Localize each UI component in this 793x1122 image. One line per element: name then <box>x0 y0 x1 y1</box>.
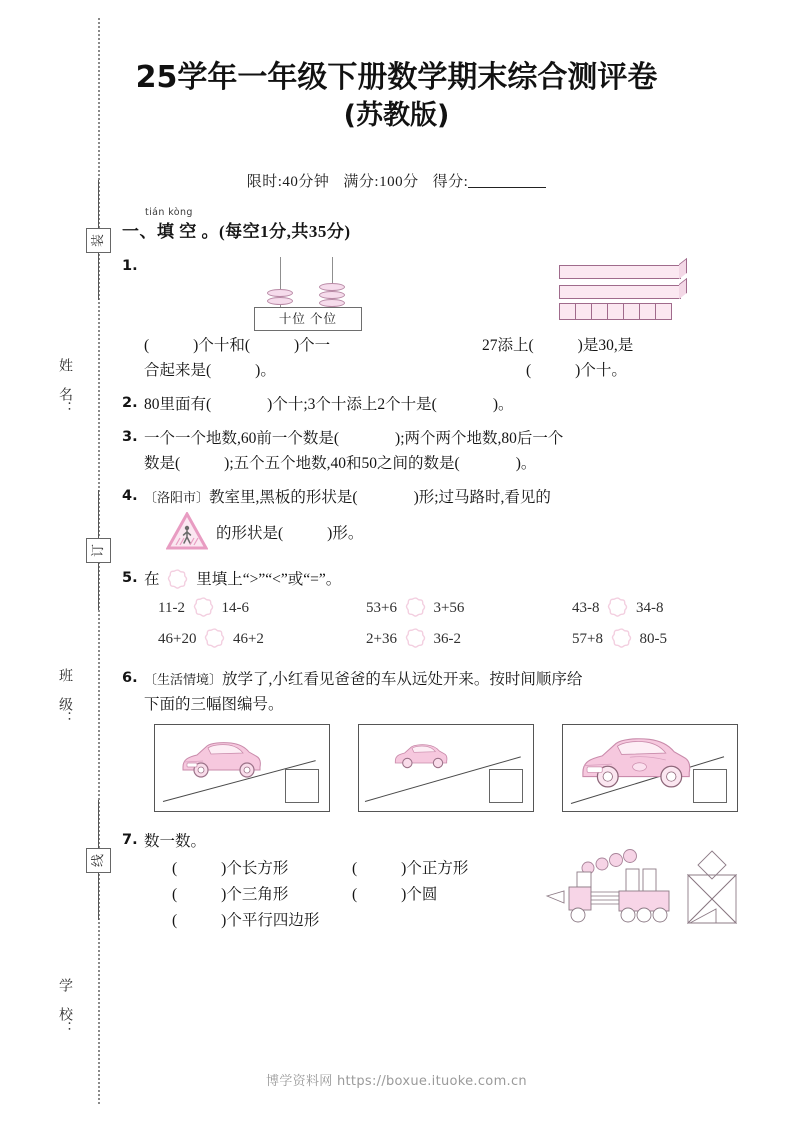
wheel-circle <box>653 908 667 922</box>
seal-mark-xian: 线 <box>86 848 111 873</box>
q1-right-line-2 <box>482 358 633 383</box>
question-6-panels <box>154 724 756 820</box>
question-number-5: 5. <box>122 570 138 587</box>
title-subtitle: (苏教版) <box>343 99 450 131</box>
q1-left-line-1 <box>144 333 756 358</box>
flower-circle-icon[interactable] <box>405 596 426 617</box>
chimney-rect <box>577 872 591 887</box>
question-2 <box>122 392 756 417</box>
wheel-circle <box>571 908 585 922</box>
abacus-bead <box>319 291 345 299</box>
time-limit: 限时:40分钟 <box>246 174 330 190</box>
field-label-name: 姓 名： <box>57 358 72 415</box>
comparison-item <box>572 627 667 651</box>
question-7-figures <box>540 847 756 939</box>
question-number-4: 4. <box>122 488 138 505</box>
q3-text-e: )。 <box>515 454 537 472</box>
q1-text-e: 27添上( <box>482 336 534 354</box>
seal-band <box>46 0 116 1122</box>
shape-label: )个正方形 <box>401 859 469 877</box>
flower-circle-icon[interactable] <box>204 627 225 648</box>
q2-text-c: )。 <box>492 395 514 413</box>
question-1 <box>122 255 756 383</box>
q5-text-b: 里填上“>”“<”或“=”。 <box>196 571 342 589</box>
q4-region-tag: 〔洛阳市〕 <box>144 490 210 506</box>
question-5-comparisons <box>144 596 756 658</box>
question-1-figures <box>144 255 756 333</box>
q4-text-a: 教室里,黑板的形状是( <box>209 489 358 507</box>
score-label: 得分: <box>432 174 469 190</box>
answer-box-3[interactable] <box>693 769 727 803</box>
title-main: 25学年一年级下册数学期末综合测评卷 <box>135 60 658 95</box>
q1-text-c: 合起来是( <box>144 361 212 379</box>
q1-text-d: )。 <box>255 361 276 379</box>
q4-text-c: 的形状是( <box>216 525 284 543</box>
q5-text-a: 在 <box>144 571 160 589</box>
car-panel-1 <box>154 724 330 812</box>
flower-circle-icon[interactable] <box>607 596 628 617</box>
expr-right: 80-5 <box>639 631 667 648</box>
smoke-circle <box>624 849 637 862</box>
smoke-circle <box>610 853 623 866</box>
wheel-circle <box>621 908 635 922</box>
seal-mark-ding: 订 <box>86 538 111 563</box>
question-3-line-1 <box>144 426 756 451</box>
seal-mark-zhuang: 装 <box>86 228 111 253</box>
q1-paren-open-2: ( <box>526 361 532 379</box>
abacus-bead <box>319 299 345 307</box>
ten-rod <box>559 265 681 279</box>
pinyin-tiankong: tián kòng <box>145 207 193 218</box>
paren-open: ( <box>352 885 358 903</box>
expr-right: 14-6 <box>221 600 249 617</box>
page-title <box>0 58 793 133</box>
count-entry <box>172 908 319 933</box>
seal-section-school <box>46 800 116 1100</box>
question-5-prompt <box>144 567 756 592</box>
q4-text-b: )形;过马路时,看见的 <box>413 489 551 507</box>
q3-text-b: );两个两个地数,80后一个 <box>395 429 564 447</box>
question-1-right-column <box>482 333 633 383</box>
question-number-7: 7. <box>122 831 138 848</box>
car-illustration-medium <box>177 737 263 787</box>
section-heading-text: 一、填 空 。(每空1分,共35分) <box>122 222 351 241</box>
question-7-prompt: 数一数。 <box>144 832 207 850</box>
question-number-3: 3. <box>122 428 138 445</box>
count-entry <box>352 856 468 881</box>
flower-circle-icon[interactable] <box>405 627 426 648</box>
cowcatcher-triangle <box>547 891 564 903</box>
expr-right: 46+2 <box>232 631 264 648</box>
abacus-bead <box>267 297 293 305</box>
answer-box-2[interactable] <box>489 769 523 803</box>
full-score: 满分:100分 <box>343 174 419 190</box>
carriage-chimney-rect <box>643 869 656 893</box>
comparison-item <box>366 627 461 651</box>
question-number-1: 1. <box>122 257 138 274</box>
q2-text-b: )个十;3个十添上2个十是( <box>267 395 437 413</box>
expr-right: 34-8 <box>636 600 664 617</box>
flower-circle-icon[interactable] <box>193 596 214 617</box>
comparison-row <box>144 596 756 627</box>
comparison-item <box>366 596 464 620</box>
shape-label: )个平行四边形 <box>221 911 320 929</box>
q1-left-line-2 <box>144 358 756 383</box>
wheel-circle <box>637 908 651 922</box>
carriage-chimney-rect <box>626 869 639 893</box>
smoke-circle <box>596 858 608 870</box>
abacus-bead <box>319 283 345 291</box>
seal-section-class <box>46 490 116 790</box>
car-illustration-large <box>571 731 697 797</box>
paren-open: ( <box>172 911 178 929</box>
question-4 <box>122 485 756 558</box>
flower-circle-icon[interactable] <box>611 627 632 648</box>
exam-content <box>122 207 756 934</box>
q1-paren-open: ( <box>144 336 150 354</box>
count-entry <box>172 882 288 907</box>
seal-section-name <box>46 180 116 480</box>
question-6-line-2: 下面的三幅图编号。 <box>144 696 284 714</box>
q3-text-c: 数是( <box>144 454 181 472</box>
question-3-line-2 <box>144 451 756 476</box>
comparison-item <box>158 596 249 620</box>
tangram-shape <box>688 851 736 923</box>
expr-right: 3+56 <box>433 600 465 617</box>
expr-left: 46+20 <box>158 631 197 648</box>
expr-left: 11-2 <box>158 600 185 617</box>
q3-text-a: 一个一个地数,60前一个数是( <box>144 429 340 447</box>
abacus-figure <box>254 257 362 331</box>
unit-cubes <box>559 303 672 320</box>
q4-line-2-text <box>216 521 363 546</box>
question-2-text <box>144 392 756 417</box>
q1-right-line-1 <box>482 333 633 358</box>
question-1-text <box>144 333 756 383</box>
paren-open: ( <box>172 859 178 877</box>
q1-text-g: )个十。 <box>575 361 627 379</box>
footer-url: https://boxue.ituoke.com.cn <box>337 1074 527 1089</box>
field-label-school: 学 校： <box>57 978 72 1035</box>
car-panel-2 <box>358 724 534 812</box>
section-heading-fill-blank <box>122 207 756 246</box>
footer-site-name: 博学资料网 <box>266 1074 333 1089</box>
ten-rod <box>559 285 681 299</box>
expr-right: 36-2 <box>433 631 461 648</box>
question-3 <box>122 426 756 476</box>
q2-text-a: 80里面有( <box>144 395 212 413</box>
q3-text-d: );五个五个地数,40和50之间的数是( <box>224 454 460 472</box>
count-entry <box>172 856 288 881</box>
car-panel-3 <box>562 724 738 812</box>
expr-left: 2+36 <box>366 631 397 648</box>
question-number-2: 2. <box>122 394 138 411</box>
q1-text-a: )个十和( <box>193 336 250 354</box>
engine-body-rect <box>569 887 591 910</box>
expr-left: 57+8 <box>572 631 603 648</box>
answer-box-1[interactable] <box>285 769 319 803</box>
coupler-rect <box>591 892 619 896</box>
paren-open: ( <box>352 859 358 877</box>
expr-left: 53+6 <box>366 600 397 617</box>
question-6 <box>122 667 756 819</box>
expr-left: 43-8 <box>572 600 600 617</box>
question-5 <box>122 567 756 658</box>
question-7 <box>122 829 756 934</box>
footer-watermark <box>0 1070 793 1089</box>
comparison-item <box>572 596 664 620</box>
shape-label: )个圆 <box>401 885 438 903</box>
comparison-item <box>158 627 264 651</box>
abacus-place-labels: 十位 个位 <box>254 307 362 331</box>
exam-info-line <box>0 170 793 191</box>
question-6-line-1 <box>144 667 756 692</box>
flower-circle-icon <box>167 568 188 589</box>
shape-label: )个三角形 <box>221 885 289 903</box>
paren-open: ( <box>172 885 178 903</box>
question-number-6: 6. <box>122 670 138 687</box>
q1-text-f: )是30,是 <box>577 336 634 354</box>
score-blank[interactable] <box>468 174 546 188</box>
count-entry <box>352 882 437 907</box>
abacus-bead <box>267 289 293 297</box>
q1-text-b: )个一 <box>294 336 331 354</box>
question-4-line-1 <box>144 485 756 510</box>
coupler-rect <box>591 900 619 904</box>
shape-label: )个长方形 <box>221 859 289 877</box>
comparison-row <box>144 627 756 658</box>
question-4-line-2 <box>144 512 756 558</box>
q4-text-d: )形。 <box>327 525 364 543</box>
field-label-class: 班 级： <box>57 668 72 725</box>
train-and-tangram-svg <box>540 847 756 939</box>
q6-text-a: 放学了,小红看见爸爸的车从远处开来。按时间顺序给 <box>222 671 583 689</box>
car-illustration-small <box>391 741 449 777</box>
pedestrian-crossing-sign-icon <box>166 512 208 550</box>
q6-context-tag: 〔生活情境〕 <box>144 672 223 688</box>
base-ten-blocks-figure <box>554 259 694 329</box>
